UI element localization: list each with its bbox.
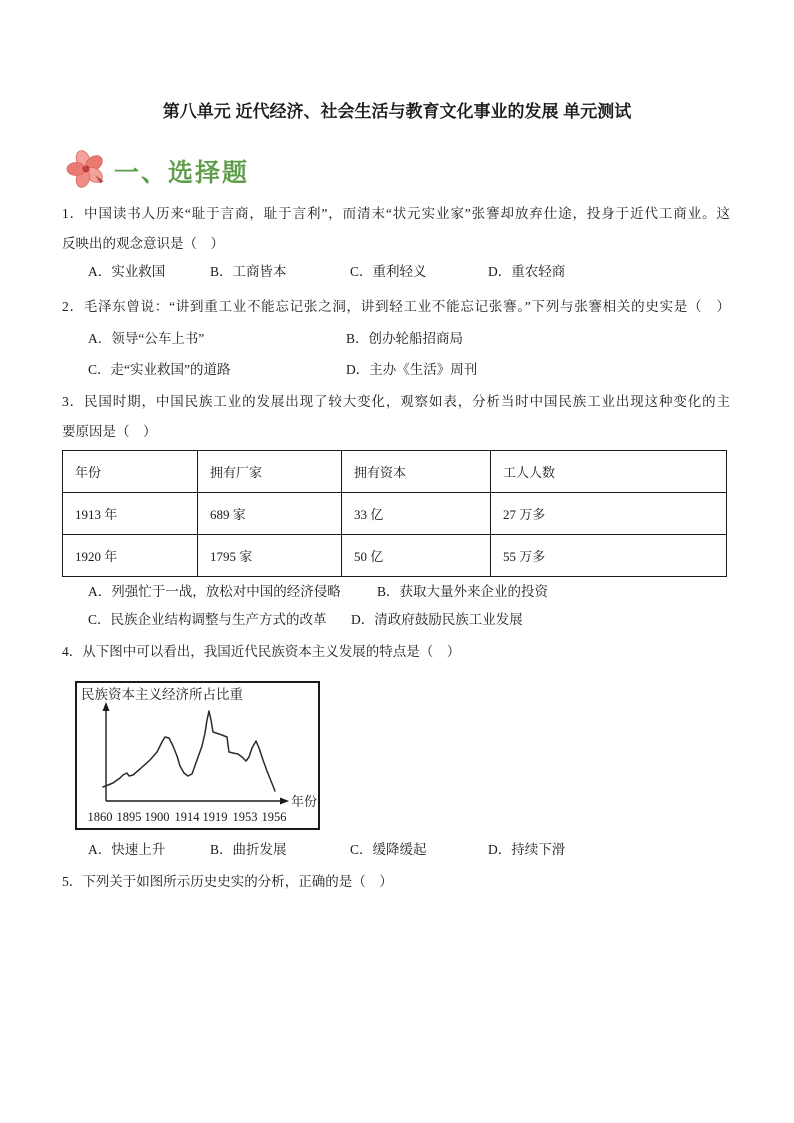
question-4-options xyxy=(62,835,730,865)
x-tick-label: 1919 xyxy=(202,810,228,824)
question-3-option-c: C．民族企业结构调整与生产方式的改革 xyxy=(88,612,327,627)
table-cell: 33 亿 xyxy=(342,493,491,535)
x-tick-label: 1914 xyxy=(174,810,200,824)
question-4-stem: 4．从下图中可以看出，我国近代民族资本主义发展的特点是（ ） xyxy=(62,644,461,659)
x-tick-label: 1860 xyxy=(87,810,113,824)
table-cell: 55 万多 xyxy=(491,535,727,577)
table-cell: 27 万多 xyxy=(491,493,727,535)
question-3-stem-line1: 3．民国时期，中国民族工业的发展出现了较大变化，观察如表，分析当时中国民族工业出现这种变化的主 xyxy=(62,394,730,409)
question-3-options-row2 xyxy=(62,605,730,635)
table-cell: 1913 年 xyxy=(63,493,198,535)
question-3-options-row1 xyxy=(62,577,730,607)
table-cell: 1795 家 xyxy=(198,535,342,577)
table-header-cell: 工人人数 xyxy=(491,451,727,493)
x-tick-label: 1900 xyxy=(144,810,170,824)
question-1-option-d: D．重农轻商 xyxy=(488,264,566,279)
question-2-option-b: B．创办轮船招商局 xyxy=(346,331,464,346)
question-3-stem-line2: 要原因是（ ） xyxy=(62,424,157,439)
question-2-option-c: C．走“实业救国”的道路 xyxy=(88,362,231,377)
question-1-option-a: A．实业救国 xyxy=(88,264,166,279)
page-title: 第八单元 近代经济、社会生活与教育文化事业的发展 单元测试 xyxy=(162,102,632,121)
question-2-options-row2 xyxy=(62,355,730,385)
question-3-option-d: D．清政府鼓励民族工业发展 xyxy=(351,612,523,627)
question-5-stem: 5．下列关于如图所示历史史实的分析，正确的是（ ） xyxy=(62,874,393,889)
question-2-stem: 2．毛泽东曾说：“讲到重工业不能忘记张之洞，讲到轻工业不能忘记张謇。”下列与张謇相关的史实是（ ） xyxy=(62,299,730,314)
table-row xyxy=(63,535,727,577)
chart-figure xyxy=(75,681,320,830)
question-4-option-b: B．曲折发展 xyxy=(210,842,287,857)
table-header-cell: 拥有厂家 xyxy=(198,451,342,493)
question-1-option-c: C．重利轻义 xyxy=(350,264,427,279)
question-1-option-b: B．工商皆本 xyxy=(210,264,287,279)
section-header xyxy=(66,147,249,195)
table-cell: 1920 年 xyxy=(63,535,198,577)
x-tick-label: 1895 xyxy=(116,810,142,824)
chart-title: 民族资本主义经济所占比重 xyxy=(81,687,243,702)
question-1-options xyxy=(62,257,730,287)
question-3-option-b: B．获取大量外来企业的投资 xyxy=(377,584,549,599)
question-1-stem xyxy=(62,199,730,259)
question-2-option-a: A．领导“公车上书” xyxy=(88,331,205,346)
x-axis-label: 年份 xyxy=(291,794,318,809)
industry-table xyxy=(62,450,727,577)
table-header-cell: 拥有资本 xyxy=(342,451,491,493)
question-4-option-d: D．持续下滑 xyxy=(488,842,566,857)
question-3-stem xyxy=(62,387,730,447)
question-1-stem-line2: 反映出的观念意识是（ ） xyxy=(62,236,224,251)
x-tick-label: 1956 xyxy=(261,810,287,824)
flower-icon xyxy=(66,147,106,196)
table-header-row xyxy=(63,451,727,493)
table-header-cell: 年份 xyxy=(63,451,198,493)
question-4-option-c: C．缓降缓起 xyxy=(350,842,427,857)
table-row xyxy=(63,493,727,535)
table-cell: 689 家 xyxy=(198,493,342,535)
question-3-option-a: A．列强忙于一战，放松对中国的经济侵略 xyxy=(88,584,341,599)
section-title: 一、选择题 xyxy=(114,159,250,187)
question-1-stem-line1: 1．中国读书人历来“耻于言商，耻于言利”，而清末“状元实业家”张謇却放弃仕途，投身于近代工商业。这 xyxy=(62,206,730,221)
question-2-options-row1 xyxy=(62,324,730,354)
chart-border xyxy=(76,682,319,829)
x-tick-label: 1953 xyxy=(232,810,258,824)
question-2-option-d: D．主办《生活》周刊 xyxy=(346,362,478,377)
table-cell: 50 亿 xyxy=(342,535,491,577)
question-4-option-a: A．快速上升 xyxy=(88,842,166,857)
